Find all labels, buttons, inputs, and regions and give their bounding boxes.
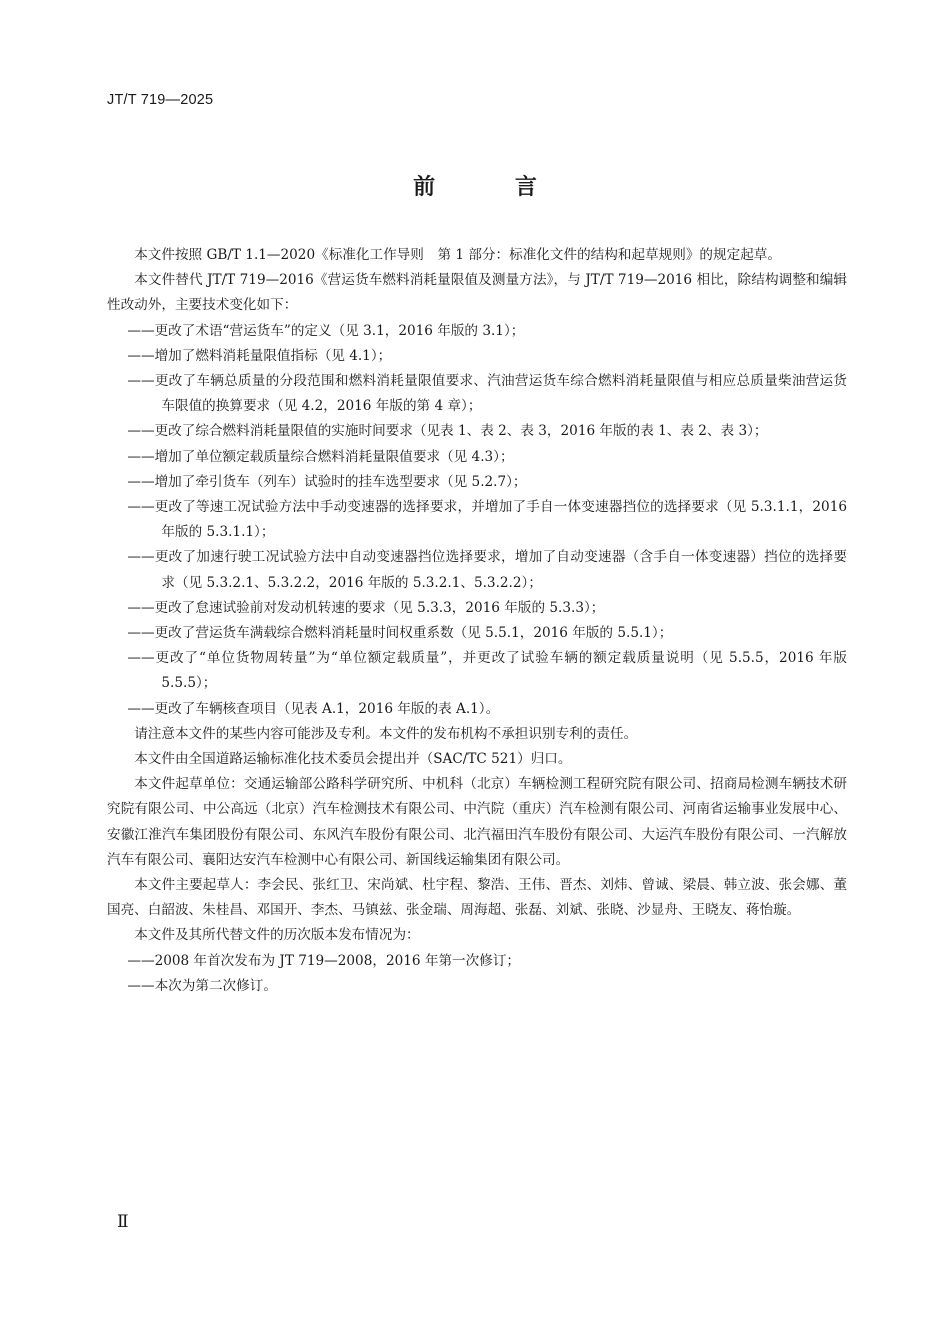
patent-notice: 请注意本文件的某些内容可能涉及专利。本文件的发布机构不承担识别专利的责任。 bbox=[134, 725, 638, 742]
version-history-intro: 本文件及其所代替文件的历次版本发布情况为： bbox=[134, 927, 420, 944]
standard-code-header: JT/T 719—2025 bbox=[107, 92, 214, 108]
change-list-item: ——增加了燃料消耗量限值指标（见 4.1）； bbox=[127, 347, 392, 364]
proposer-statement: 本文件由全国道路运输标准化技术委员会提出并（SAC/TC 521）归口。 bbox=[134, 751, 572, 768]
paragraph: 本文件替代 JT/T 719—2016《营运货车燃料消耗量限值及测量方法》，与 JT/T 719—2016 相比，除结构调整和编辑性改动外，主要技术变化如下： bbox=[107, 272, 847, 314]
change-list-item: ——更改了术语“营运货车”的定义（见 3.1，2016 年版的 3.1）； bbox=[127, 322, 525, 339]
change-list-item: ——更改了营运货车满载综合燃料消耗量时间权重系数（见 5.5.1，2016 年版的 5.5.1）； bbox=[127, 625, 673, 642]
page-title: 前 言 bbox=[413, 175, 573, 200]
change-list-item: ——增加了单位额定载质量综合燃料消耗量限值要求（见 4.3）； bbox=[127, 448, 514, 465]
change-list-item: ——更改了车辆核查项目（见表 A.1，2016 年版的表 A.1）。 bbox=[127, 700, 500, 717]
change-list-item: ——更改了等速工况试验方法中手动变速器的选择要求，并增加了手自一体变速器挡位的选择要求（见 5.3.1.1，2016 年版的 5.3.1.1）； bbox=[127, 499, 847, 541]
document-body bbox=[107, 243, 847, 999]
drafting-units: 本文件起草单位：交通运输部公路科学研究所、中机科（北京）车辆检测工程研究院有限公司、招商局检测车辆技术研究院有限公司、中公高远（北京）汽车检测技术有限公司、中汽院（重庆）汽车检测有限公司、河南省运输事业发展中心、安徽江淮汽车集团股份有限公司、东风汽车股份有限公司、北汽福田汽车股份有限公司、大运汽车股份有限公司、一汽解放汽车有限公司、襄阳达安汽车检测中心有限公司、新国线运输集团有限公司。 bbox=[107, 776, 847, 868]
page-number: Ⅱ bbox=[117, 1212, 129, 1231]
change-list-item: ——更改了怠速试验前对发动机转速的要求（见 5.3.3，2016 年版的 5.3.3）； bbox=[127, 599, 605, 616]
change-list-item: ——增加了牵引货车（列车）试验时的挂车选型要求（见 5.2.7）； bbox=[127, 473, 527, 490]
paragraph: 本文件按照 GB/T 1.1—2020《标准化工作导则 第 1 部分：标准化文件的结构和起草规则》的规定起草。 bbox=[134, 247, 781, 263]
version-history-item: ——2008 年首次发布为 JT 719—2008，2016 年第一次修订； bbox=[127, 952, 521, 969]
change-list-item: ——更改了综合燃料消耗量限值的实施时间要求（见表 1、表 2、表 3，2016 年版的表 1、表 2、表 3）； bbox=[127, 423, 768, 440]
drafters: 本文件主要起草人：李会民、张红卫、宋尚斌、杜宇程、黎浩、王伟、晋杰、刘炜、曾诚、梁晨、韩立波、张会娜、董国亮、白韶波、朱桂昌、邓国开、李杰、马镇兹、张金瑞、周海超、张磊、刘斌、张晓、沙显舟、王晓友、蒋怡璇。 bbox=[107, 877, 847, 919]
version-history-item: ——本次为第二次修订。 bbox=[127, 977, 277, 994]
change-list-item: ——更改了“单位货物周转量”为“单位额定载质量”，并更改了试验车辆的额定载质量说明（见 5.5.5，2016 年版 5.5.5）； bbox=[127, 650, 847, 692]
change-list-item: ——更改了车辆总质量的分段范围和燃料消耗量限值要求、汽油营运货车综合燃料消耗量限值与相应总质量柴油营运货车限值的换算要求（见 4.2，2016 年版的第 4 章）； bbox=[127, 373, 847, 415]
change-list-item: ——更改了加速行驶工况试验方法中自动变速器挡位选择要求，增加了自动变速器（含手自一体变速器）挡位的选择要求（见 5.3.2.1、5.3.2.2，2016 年版的 5.3.2.1、5.3.2.2）； bbox=[127, 549, 847, 591]
